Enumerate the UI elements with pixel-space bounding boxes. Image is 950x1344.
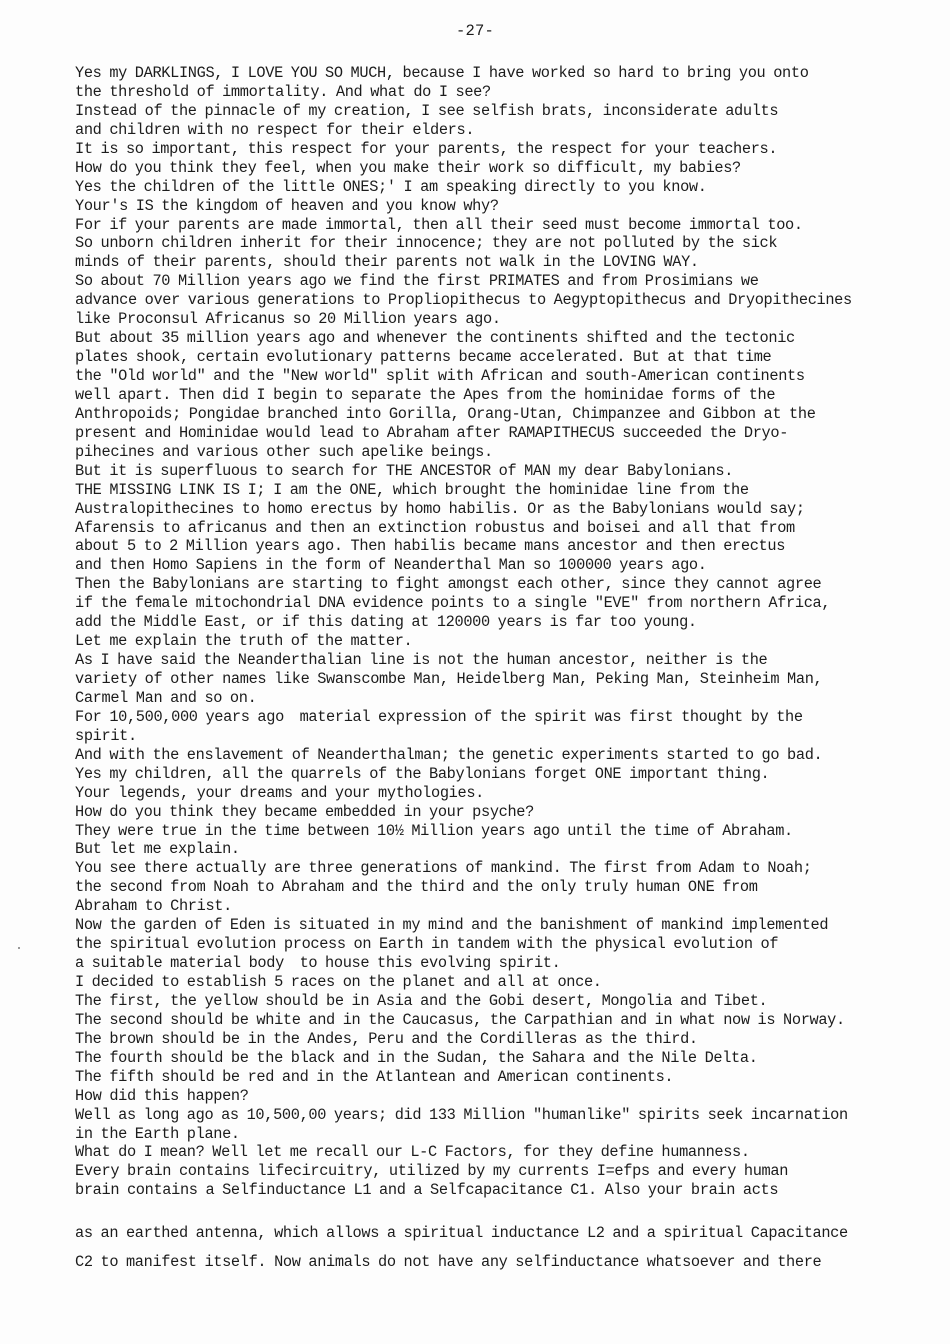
- text-line: well apart. Then did I begin to separate the Apes from the hominidae forms of the: [75, 385, 776, 404]
- text-line: They were true in the time between 10½ Million years ago until the time of Abraham.: [75, 821, 793, 840]
- text-line: advance over various generations to Propliopithecus to Aegyptopithecus and Dryopithecines: [75, 291, 852, 310]
- text-line: You see there actually are three generations of mankind. The first from Adam to Noah;: [75, 859, 812, 878]
- text-line: Now the garden of Eden is situated in my mind and the banishment of mankind implemented: [75, 916, 829, 935]
- text-line: Your's IS the kingdom of heaven and you know why?: [75, 196, 499, 215]
- text-line: For 10,500,000 years ago material expression of the spirit was first thought by the: [75, 707, 803, 726]
- text-line: pihecines and various other such apelike beings.: [75, 442, 493, 461]
- text-line: So unborn children inherit for their innocence; they are not polluted by the sick: [75, 234, 778, 253]
- text-line: spirit.: [75, 726, 137, 745]
- text-line: THE MISSING LINK IS I; I am the ONE, which brought the hominidae line from the: [75, 480, 749, 499]
- text-line: But it is superfluous to search for THE ANCESTOR of MAN my dear Babylonians.: [75, 461, 734, 480]
- text-line: Afarensis to africanus and then an extinction robustus and boisei and all that from: [75, 518, 795, 537]
- text-line: The fourth should be the black and in the Sudan, the Sahara and the Nile Delta.: [75, 1048, 758, 1067]
- text-line: But let me explain.: [75, 840, 240, 859]
- text-line: The first, the yellow should be in Asia and the Gobi desert, Mongolia and Tibet.: [75, 991, 768, 1010]
- text-line: How do you think they became embedded in your psyche?: [75, 802, 534, 821]
- text-line: Well as long ago as 10,500,00 years; did 133 Million "humanlike" spirits seek incarnation: [75, 1105, 848, 1124]
- text-line: variety of other names like Swanscombe Man, Heidelberg Man, Peking Man, Steinheim Man,: [75, 670, 823, 688]
- text-line: the spiritual evolution process on Earth in tandem with the physical evolution of: [75, 935, 779, 954]
- body-text-tail: [75, 1253, 935, 1271]
- text-line: about 5 to 2 Million years ago. Then habilis became mans ancestor and then erectus: [75, 537, 786, 556]
- text-line: minds of their parents, should their parents not walk in the LOVING WAY.: [75, 253, 699, 272]
- text-line: add the Middle East, or if this dating at 120000 years is far too young.: [75, 613, 697, 632]
- text-line: the threshold of immortality. And what do I see?: [75, 82, 491, 101]
- text-line: And with the enslavement of Neanderthalman; the genetic experiments started to go bad.: [75, 745, 823, 764]
- text-line: C2 to manifest itself. Now animals do not have any selfinductance whatsoever and there: [75, 1253, 822, 1271]
- body-text: [75, 64, 935, 1200]
- text-line: the "Old world" and the "New world" split with African and south-American continents: [75, 367, 805, 385]
- text-line: The second should be white and in the Caucasus, the Carpathian and in what now is Norway.: [75, 1010, 845, 1029]
- text-line: For if your parents are made immortal, then all their seed must become immortal too.: [75, 215, 803, 234]
- text-line: Yes the children of the little ONES;' I am speaking directly to you know.: [75, 177, 707, 196]
- text-line: a suitable material body to house this evolving spirit.: [75, 954, 561, 973]
- text-line: brain contains a Selfinductance L1 and a Selfcapacitance C1. Also your brain acts: [75, 1181, 779, 1200]
- text-line: if the female mitochondrial DNA evidence points to a single "EVE" from northern Africa,: [75, 594, 831, 613]
- text-line: and then Homo Sapiens in the form of Neanderthal Man so 100000 years ago.: [75, 556, 707, 575]
- page-number: -27-: [455, 22, 494, 40]
- text-line: Abraham to Christ.: [75, 897, 232, 916]
- text-line: Instead of the pinnacle of my creation, I see selfish brats, inconsiderate adults: [75, 101, 779, 120]
- text-line: The fifth should be red and in the Atlantean and American continents.: [75, 1067, 674, 1086]
- text-line: in the Earth plane.: [75, 1124, 240, 1143]
- text-line: It is so important, this respect for your parents, the respect for your teachers.: [75, 139, 778, 158]
- text-line: Let me explain the truth of the matter.: [75, 632, 413, 651]
- text-line: I decided to establish 5 races on the planet and all at once.: [75, 973, 602, 991]
- text-line: How do you think they feel, when you make their work so difficult, my babies?: [75, 158, 741, 177]
- text-line: and children with no respect for their elders.: [75, 120, 475, 139]
- text-line: like Proconsul Africanus so 20 Million years ago.: [75, 310, 501, 329]
- text-line: Yes my DARKLINGS, I LOVE YOU SO MUCH, because I have worked so hard to bring you onto: [75, 64, 809, 82]
- text-line: as an earthed antenna, which allows a spiritual inductance L2 and a spiritual Capacitance: [75, 1224, 848, 1242]
- text-line: the second from Noah to Abraham and the third and the only truly human ONE from: [75, 878, 758, 897]
- scan-speck: [18, 947, 20, 949]
- text-line: present and Hominidae would lead to Abraham after RAMAPITHECUS succeeded the Dryo-: [75, 423, 789, 442]
- text-line: Your legends, your dreams and your mythologies.: [75, 783, 484, 802]
- text-line: Then the Babylonians are starting to fight amongst each other, since they cannot agree: [75, 575, 822, 594]
- text-line: Australopithecines to homo erectus by homo habilis. Or as the Babylonians would say;: [75, 499, 805, 518]
- text-line: Yes my children, all the quarrels of the Babylonians forget ONE important thing.: [75, 764, 770, 783]
- text-line: What do I mean? Well let me recall our L-C Factors, for they define humanness.: [75, 1143, 750, 1162]
- text-line: As I have said the Neanderthalian line is not the human ancestor, neither is the: [75, 651, 768, 670]
- text-line: Carmel Man and so on.: [75, 688, 257, 707]
- body-text-tail: [75, 1224, 935, 1242]
- text-line: The brown should be in the Andes, Peru and the Cordilleras as the third.: [75, 1029, 698, 1048]
- text-line: So about 70 Million years ago we find the first PRIMATES and from Prosimians we: [75, 272, 759, 291]
- text-line: Anthropoids; Pongidae branched into Gorilla, Orang-Utan, Chimpanzee and Gibbon at the: [75, 404, 816, 423]
- text-line: Every brain contains lifecircuitry, utilized by my currents I=efps and every human: [75, 1162, 789, 1181]
- text-line: How did this happen?: [75, 1086, 249, 1105]
- text-line: plates shook, certain evolutionary patterns became accelerated. But at that time: [75, 348, 772, 367]
- text-line: But about 35 million years ago and whenever the continents shifted and the tectonic: [75, 329, 795, 348]
